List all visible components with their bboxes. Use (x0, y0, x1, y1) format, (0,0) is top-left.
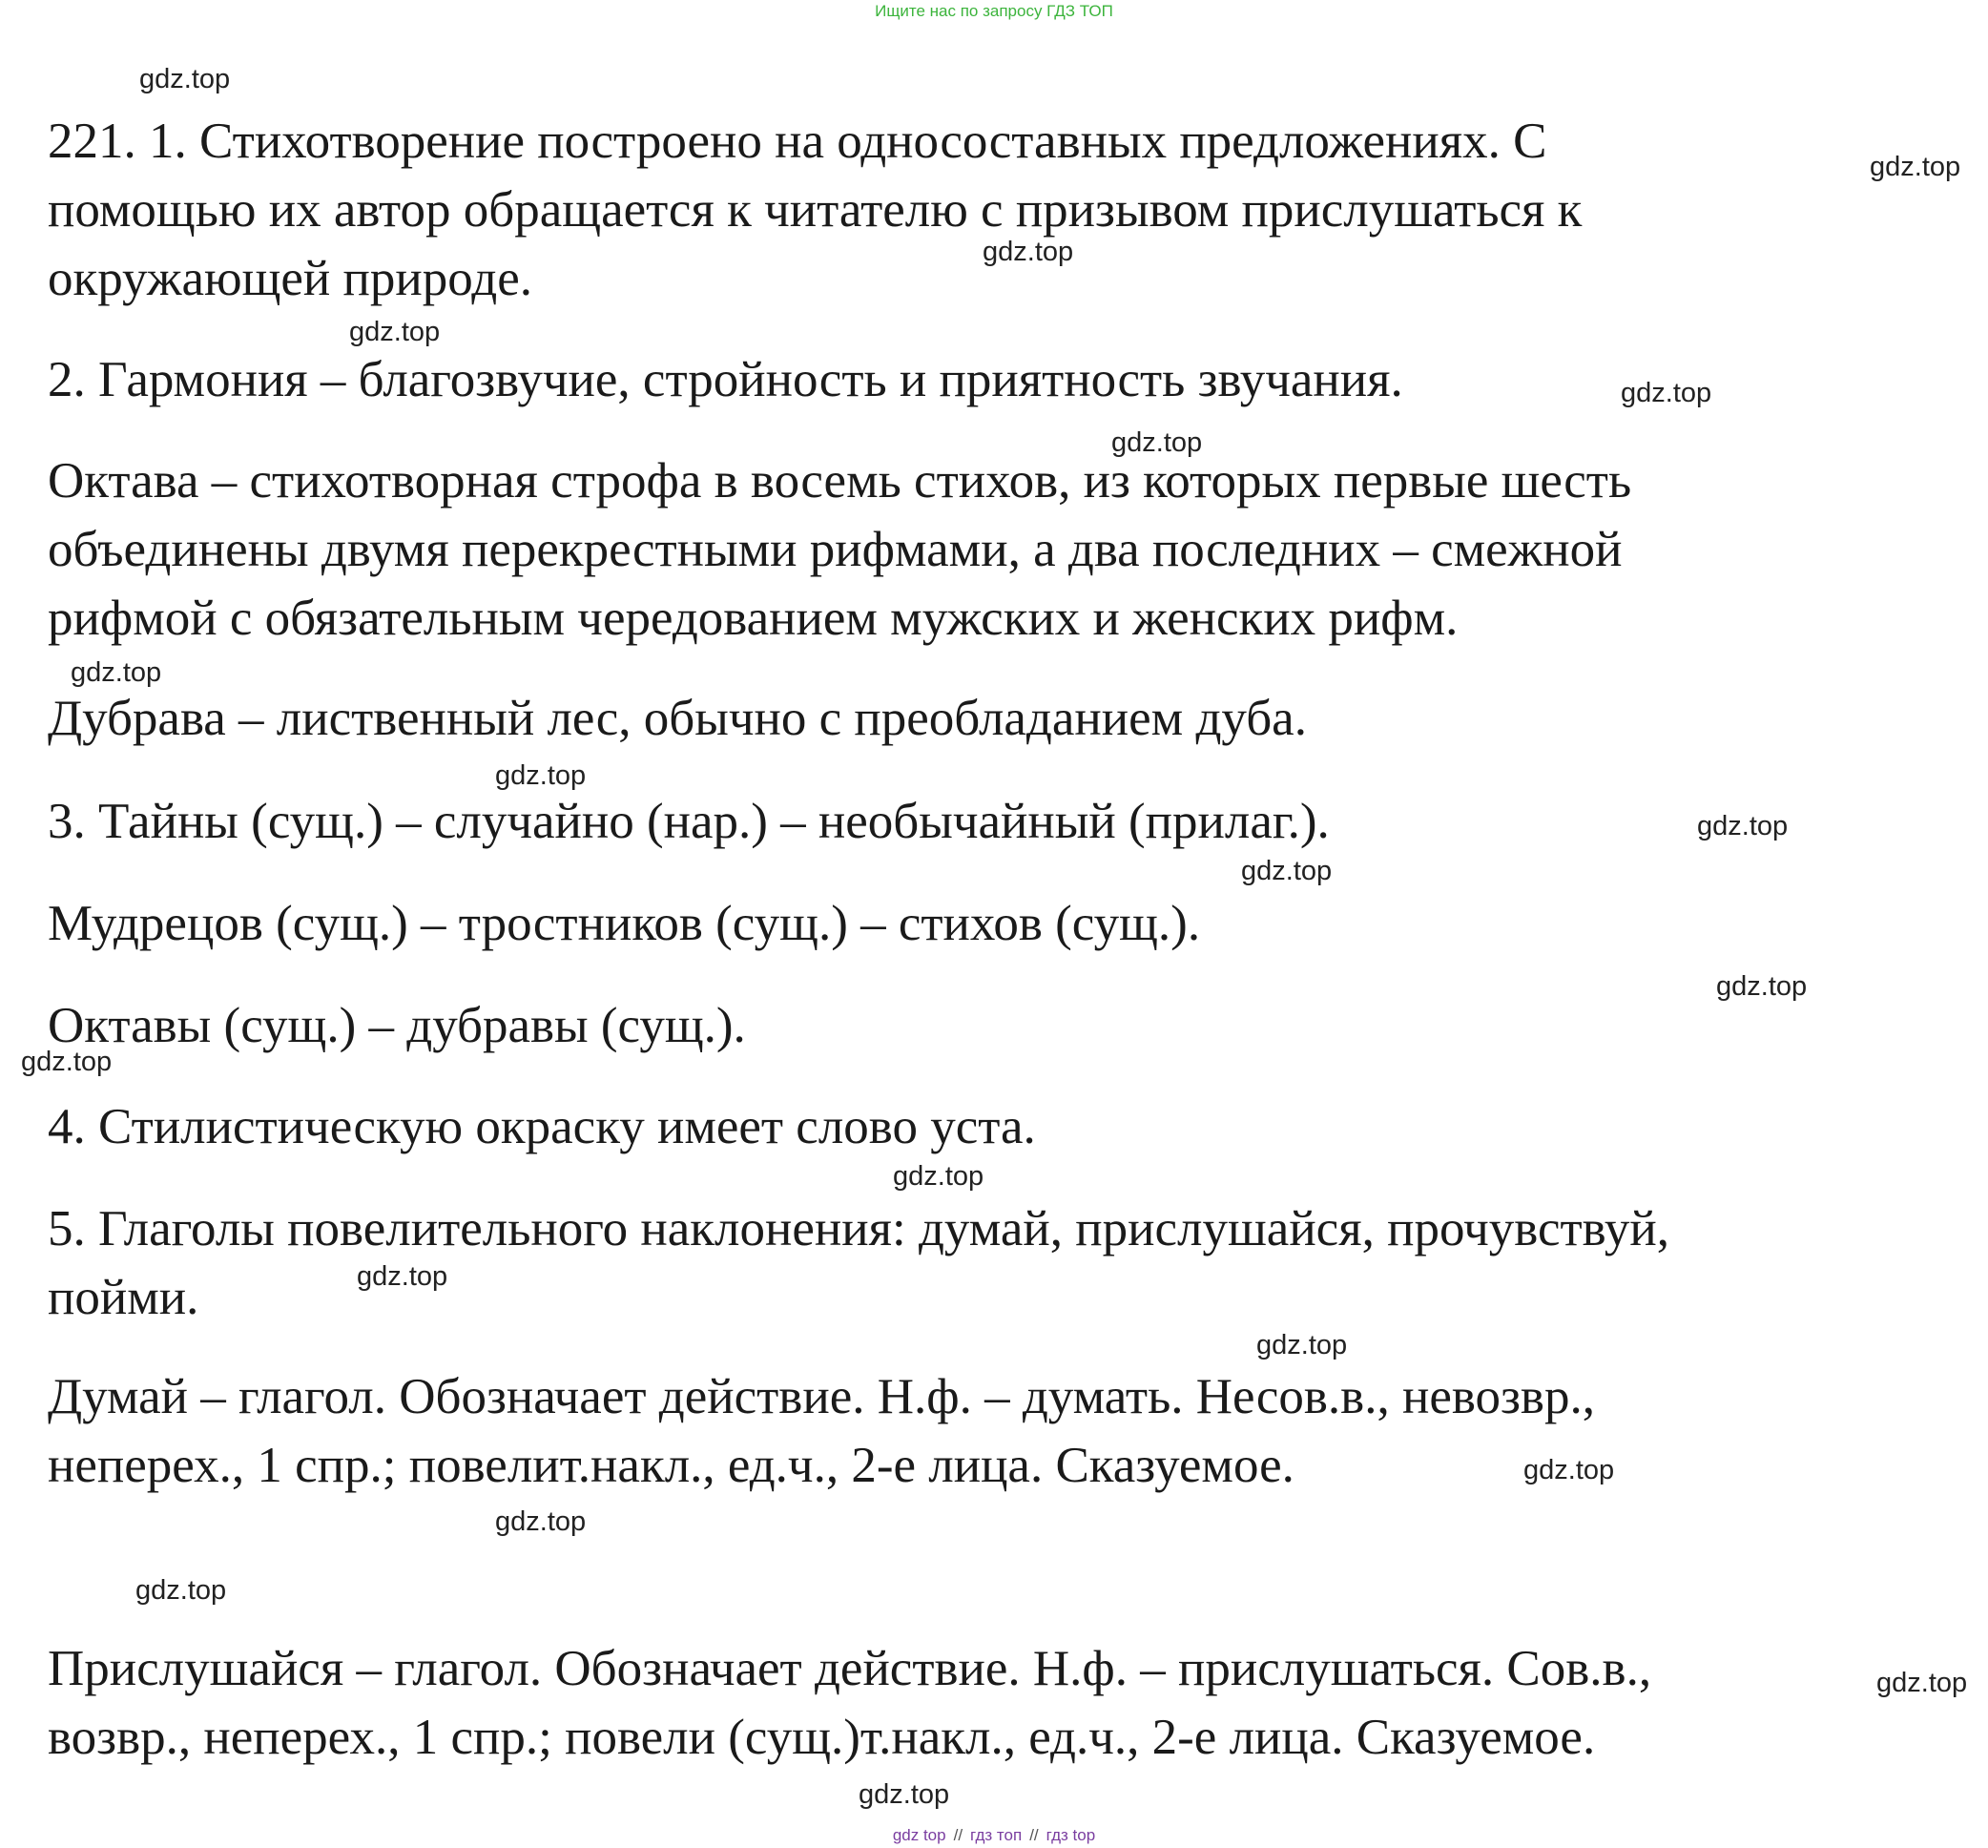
text-line: окружающей природе. (48, 251, 532, 306)
watermark: gdz.top (357, 1261, 448, 1292)
paragraph-prislushaisya-analysis (48, 1634, 1651, 1772)
watermark: gdz.top (1256, 1330, 1348, 1360)
watermark: gdz.top (983, 237, 1074, 267)
text-line: Думай – глагол. Обозначает действие. Н.ф. – думать. Несов.в., невозвр., (48, 1369, 1595, 1424)
text-line: Дубрава – лиственный лес, обычно с преобладанием дуба. (48, 691, 1307, 746)
paragraph-3-tainy (48, 787, 1330, 856)
footer-link[interactable]: gdz top (892, 1826, 946, 1844)
watermark: gdz.top (139, 64, 231, 94)
paragraph-221-1 (48, 107, 1582, 313)
footer-link[interactable]: гдз top (1046, 1826, 1096, 1844)
watermark: gdz.top (1111, 427, 1203, 458)
text-line: возвр., неперех., 1 спр.; повели (сущ.)т.накл., ед.ч., 2-е лица. Сказуемое. (48, 1710, 1596, 1765)
watermark: gdz.top (1241, 856, 1333, 886)
text-line: 221. 1. Стихотворение построено на односоставных предложениях. С (48, 114, 1547, 169)
paragraph-5-verbs (48, 1194, 1669, 1332)
text-line: 2. Гармония – благозвучие, стройность и приятность звучания. (48, 352, 1403, 407)
watermark: gdz.top (135, 1575, 227, 1606)
watermark: gdz.top (21, 1047, 113, 1077)
text-line: неперех., 1 спр.; повелит.накл., ед.ч., 2-е лица. Сказуемое. (48, 1438, 1294, 1493)
footer-separator: // (1029, 1826, 1039, 1844)
text-line: помощью их автор обращается к читателю с призывом прислушаться к (48, 182, 1583, 238)
search-hint-link[interactable]: Ищите нас по запросу ГДЗ ТОП (875, 2, 1113, 20)
text-line: Мудрецов (сущ.) – тростников (сущ.) – стихов (сущ.). (48, 896, 1201, 951)
paragraph-4-stylistic (48, 1092, 1036, 1161)
text-line: 4. Стилистическую окраску имеет слово уста. (48, 1099, 1036, 1154)
watermark: gdz.top (1697, 811, 1789, 841)
footer-links (0, 1826, 1988, 1845)
footer-separator: // (953, 1826, 963, 1844)
watermark: gdz.top (1876, 1668, 1968, 1698)
text-line: Октавы (сущ.) – дубравы (сущ.). (48, 998, 746, 1053)
watermark: gdz.top (1716, 971, 1808, 1002)
text-line: Прислушайся – глагол. Обозначает действие. Н.ф. – прислушаться. Сов.в., (48, 1641, 1652, 1696)
text-line: 3. Тайны (сущ.) – случайно (нар.) – необычайный (прилаг.). (48, 794, 1330, 849)
watermark: gdz.top (859, 1779, 950, 1810)
paragraph-2-harmony (48, 345, 1403, 414)
text-line: 5. Глаголы повелительного наклонения: думай, прислушайся, прочувствуй, (48, 1201, 1669, 1256)
watermark: gdz.top (1523, 1455, 1615, 1485)
watermark: gdz.top (495, 760, 587, 791)
watermark: gdz.top (71, 657, 162, 688)
text-line: рифмой с обязательным чередованием мужских и женских рифм. (48, 591, 1459, 646)
footer-link[interactable]: гдз топ (970, 1826, 1023, 1844)
text-line: объединены двумя перекрестными рифмами, а два последних – смежной (48, 522, 1623, 577)
paragraph-dumai-analysis (48, 1362, 1595, 1500)
paragraph-octave (48, 446, 1631, 653)
paragraph-dubrava (48, 684, 1307, 753)
watermark: gdz.top (1870, 152, 1961, 182)
text-line: Октава – стихотворная строфа в восемь стихов, из которых первые шесть (48, 453, 1632, 509)
watermark: gdz.top (893, 1161, 984, 1192)
watermark: gdz.top (1621, 378, 1712, 408)
watermark: gdz.top (349, 317, 441, 347)
text-line: пойми. (48, 1270, 199, 1325)
paragraph-oktavy (48, 991, 746, 1060)
paragraph-mudretsov (48, 889, 1200, 958)
watermark: gdz.top (495, 1506, 587, 1537)
